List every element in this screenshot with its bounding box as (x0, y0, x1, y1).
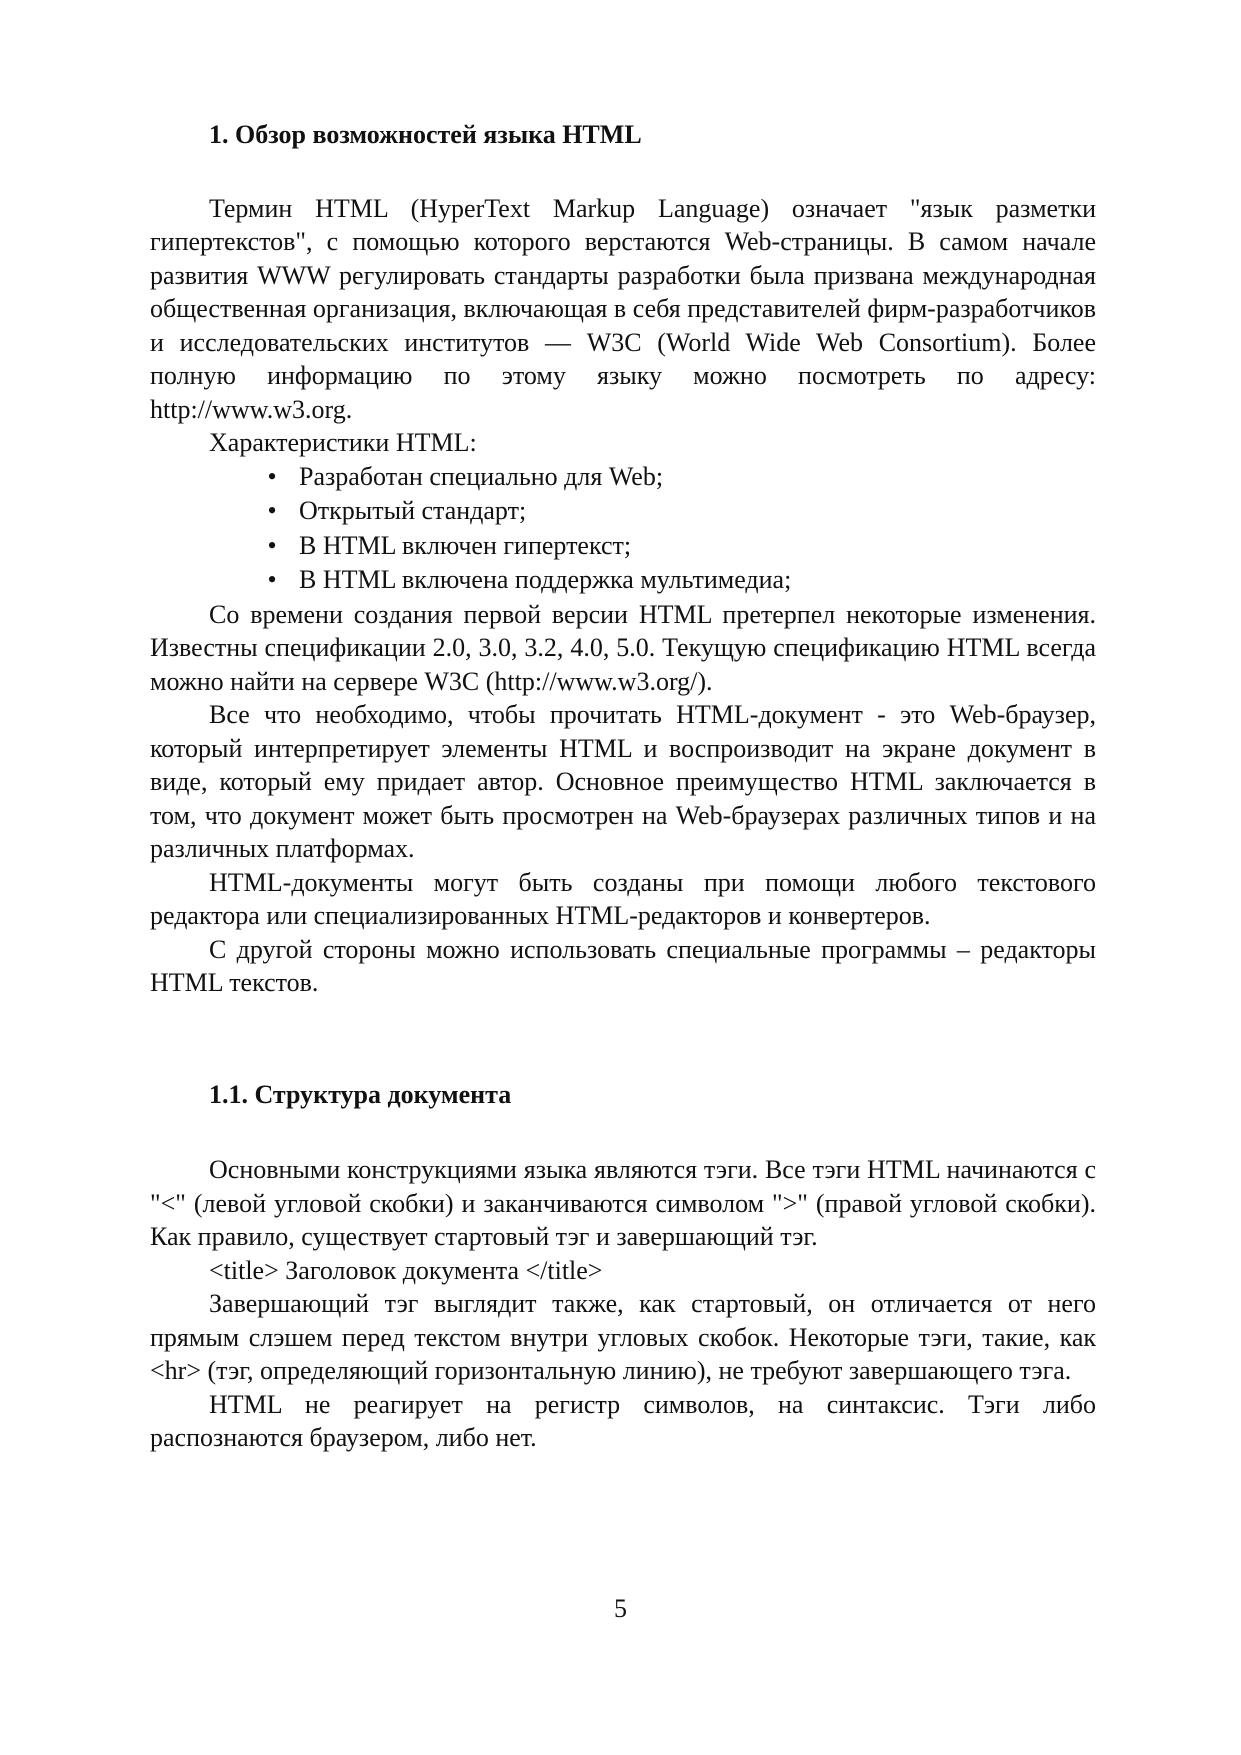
paragraph-browser: Все что необходимо, чтобы прочитать HTML-документ - это Web-браузер, который интерпретирует элементы HTML и воспроизводит на экране документ в виде, который ему придает автор. Основное преимущество HTML заключается в том, что документ может быть просмотрен на Web-браузерах различных типов и на различных платформах. (150, 700, 1096, 863)
document-page (150, 118, 1096, 1455)
page-number: 5 (614, 1594, 627, 1623)
bullet-icon: • (267, 565, 277, 594)
list-item (262, 529, 1096, 564)
characteristics-list (150, 460, 1096, 598)
paragraph-closing-tag: Завершающий тэг выглядит также, как стартовый, он отличается от него прямым слэшем перед текстом внутри угловых скобок. Некоторые тэги, такие, как <hr> (тэг, определяющий горизонтальную линию), не требуют завершающего тэга. (150, 1289, 1096, 1385)
list-item (262, 563, 1096, 598)
bullet-icon: • (267, 496, 277, 525)
paragraph-editors: HTML-документы могут быть созданы при помощи любого текстового редактора или специализированных HTML-редакторов и конвертеров. (150, 867, 1096, 930)
paragraph-case-insensitive: HTML не реагирует на регистр символов, на синтаксис. Тэги либо распознаются браузером, либо нет. (150, 1389, 1096, 1452)
paragraph-specifications: Со времени создания первой версии HTML претерпел некоторые изменения. Известны спецификации 2.0, 3.0, 3.2, 4.0, 5.0. Текущую спецификацию HTML всегда можно найти на сервере W3C (http://www.w3.org/). (150, 599, 1096, 696)
list-item-text: Разработан специально для Web; (299, 461, 664, 491)
section-heading-structure: 1.1. Структура документа (209, 1079, 512, 1109)
list-item (262, 494, 1096, 529)
list-item-text: В HTML включена поддержка мультимедиа; (299, 565, 792, 594)
paragraph-characteristics-intro: Характеристики HTML: (209, 428, 477, 457)
bullet-icon: • (267, 461, 277, 491)
list-item-text: Открытый стандарт; (299, 496, 527, 525)
list-item-text: В HTML включен гипертекст; (299, 530, 632, 560)
paragraph-tags-intro: Основными конструкциями языка являются тэги. Все тэги HTML начинаются с "<" (левой угловой скобки) и заканчиваются символом ">" (правой угловой скобки). Как правило, существует стартовый тэг и завершающий тэг. (150, 1155, 1096, 1251)
bullet-icon: • (267, 530, 277, 560)
paragraph-special-programs: С другой стороны можно использовать специальные программы – редакторы HTML текстов. (150, 934, 1096, 997)
list-item (262, 460, 1096, 495)
section-heading-overview: 1. Обзор возможностей языка HTML (209, 120, 642, 149)
paragraph-html-definition: Термин HTML (HyperText Markup Language) означает "язык разметки гипертекстов", с помощью которого верстаются Web-страницы. В самом начале развития WWW регулировать стандарты разработки была призвана международная общественная организация, включающая в себя представителей фирм-разработчиков и исследовательских институтов — W3C (World Wide Web Consortium). Более полную информацию по этому языку можно посмотреть по адресу: http://www.w3.org. (150, 193, 1096, 424)
paragraph-title-example: <title> Заголовок документа </title> (209, 1255, 603, 1285)
